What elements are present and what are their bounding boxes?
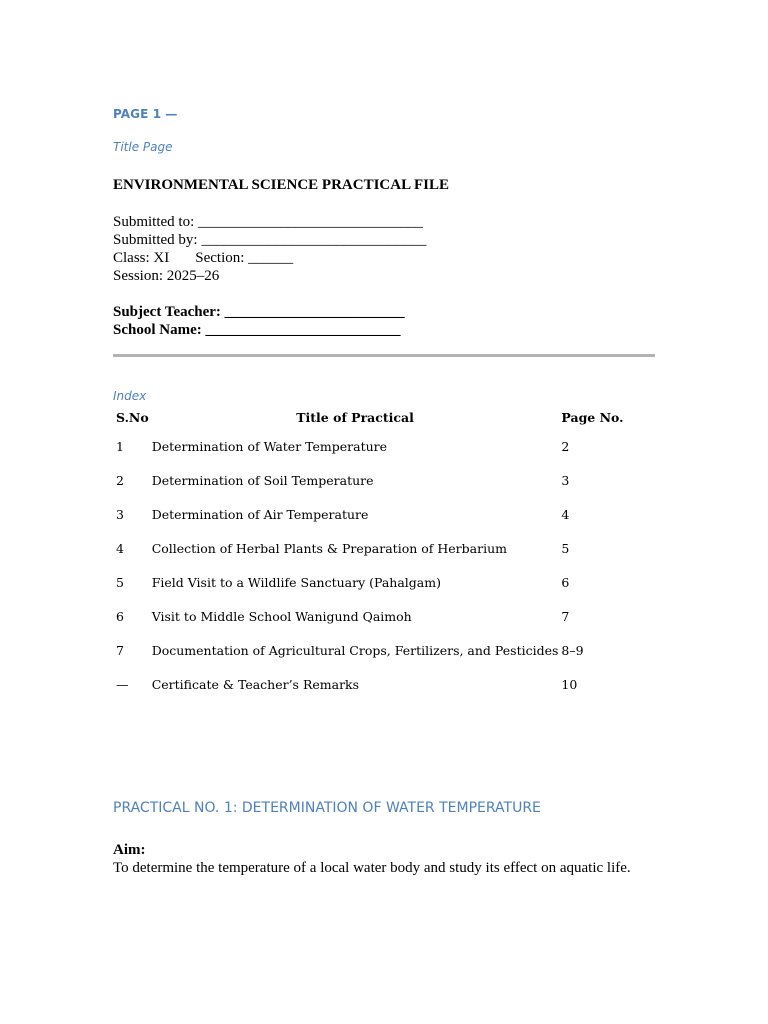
table-row xyxy=(113,463,624,497)
submitted-by-line: Submitted by: ______________________________ xyxy=(113,232,427,248)
row-title: Visit to Middle School Wanigund Qaimoh xyxy=(151,608,412,624)
section-field: Section: ______ xyxy=(195,250,294,266)
table-row xyxy=(113,667,624,701)
index-header-row xyxy=(113,405,624,429)
row-sno: 1 xyxy=(116,438,124,454)
section-label: Title Page xyxy=(113,140,173,154)
row-page: 10 xyxy=(561,676,578,692)
column-header-sno: S.No xyxy=(116,409,149,425)
index-table xyxy=(113,405,624,701)
row-sno: — xyxy=(116,676,129,692)
row-sno: 4 xyxy=(116,540,124,556)
row-page: 5 xyxy=(561,540,570,556)
staff-info xyxy=(113,303,405,339)
row-title: Determination of Air Temperature xyxy=(151,506,369,522)
row-sno: 3 xyxy=(116,506,124,522)
aim-text: To determine the temperature of a local water body and study its effect on aquatic life. xyxy=(113,860,631,876)
school-name-line: School Name: __________________________ xyxy=(113,322,401,338)
table-row xyxy=(113,497,624,531)
row-page: 2 xyxy=(561,438,570,454)
row-title: Determination of Water Temperature xyxy=(151,438,388,454)
submitted-to-line: Submitted to: ______________________________ xyxy=(113,214,424,230)
practical-heading: PRACTICAL NO. 1: DETERMINATION OF WATER TEMPERATURE xyxy=(113,800,541,816)
row-title: Certificate & Teacher’s Remarks xyxy=(151,676,360,692)
aim-label: Aim: xyxy=(113,842,146,858)
row-sno: 5 xyxy=(116,574,124,590)
subject-teacher-line: Subject Teacher: ________________________ xyxy=(113,304,405,320)
column-header-page: Page No. xyxy=(561,409,624,425)
row-page: 7 xyxy=(561,608,570,624)
session-line: Session: 2025–26 xyxy=(113,268,220,284)
submission-info xyxy=(113,213,426,285)
row-sno: 2 xyxy=(116,472,124,488)
index-label: Index xyxy=(113,389,147,403)
table-row xyxy=(113,429,624,463)
table-row xyxy=(113,599,624,633)
row-page: 4 xyxy=(561,506,570,522)
page-label: PAGE 1 — xyxy=(113,107,178,121)
row-title: Collection of Herbal Plants & Preparation of Herbarium xyxy=(151,540,507,556)
table-row xyxy=(113,565,624,599)
row-title: Field Visit to a Wildlife Sanctuary (Pahalgam) xyxy=(151,574,441,590)
horizontal-divider xyxy=(113,354,655,357)
class-section-line xyxy=(113,249,426,267)
row-page: 8–9 xyxy=(561,642,584,658)
column-header-title: Title of Practical xyxy=(296,409,414,425)
table-row xyxy=(113,633,624,667)
row-page: 3 xyxy=(561,472,570,488)
row-sno: 7 xyxy=(116,642,124,658)
table-row xyxy=(113,531,624,565)
class-field: Class: XI xyxy=(113,250,170,266)
row-page: 6 xyxy=(561,574,570,590)
row-sno: 6 xyxy=(116,608,124,624)
row-title: Documentation of Agricultural Crops, Fertilizers, and Pesticides xyxy=(151,642,559,658)
document-title: ENVIRONMENTAL SCIENCE PRACTICAL FILE xyxy=(113,177,450,193)
row-title: Determination of Soil Temperature xyxy=(151,472,374,488)
